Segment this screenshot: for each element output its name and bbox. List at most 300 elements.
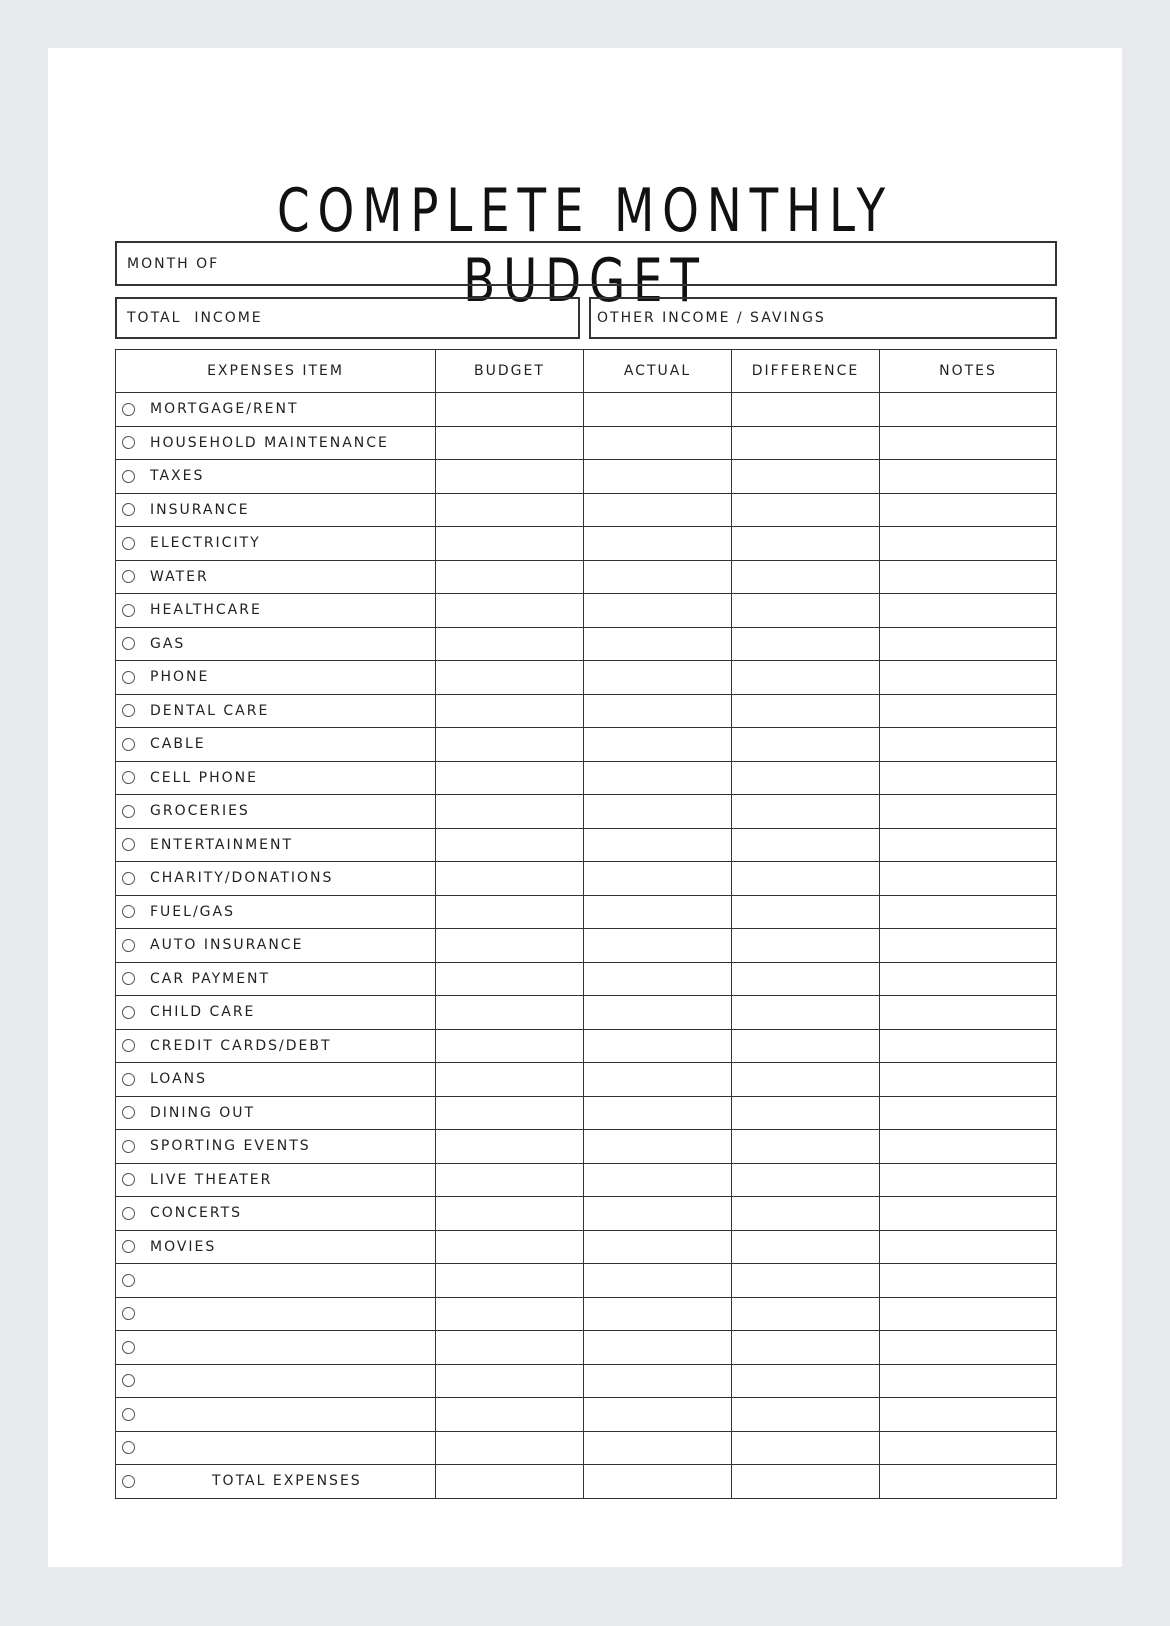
notes-cell[interactable] bbox=[880, 1331, 1057, 1365]
expense-item bbox=[116, 628, 435, 661]
checkbox-circle-icon[interactable] bbox=[122, 1307, 135, 1320]
expense-item-label: INSURANCE bbox=[150, 501, 250, 518]
expense-item bbox=[116, 1164, 435, 1197]
checkbox-circle-icon[interactable] bbox=[122, 436, 135, 449]
budget-cell[interactable] bbox=[436, 560, 584, 594]
expense-item-label: LOANS bbox=[150, 1071, 208, 1088]
expense-item bbox=[116, 427, 435, 460]
budget-cell[interactable] bbox=[436, 1364, 584, 1398]
other-income-label: OTHER INCOME / SAVINGS bbox=[597, 310, 826, 326]
actual-cell[interactable] bbox=[584, 694, 732, 728]
checkbox-circle-icon[interactable] bbox=[122, 537, 135, 550]
expense-item-label: TAXES bbox=[150, 468, 205, 485]
difference-cell[interactable] bbox=[732, 895, 880, 929]
expense-item bbox=[116, 795, 435, 828]
budget-cell[interactable] bbox=[436, 862, 584, 896]
checkbox-circle-icon[interactable] bbox=[122, 1274, 135, 1287]
table-row bbox=[116, 1230, 1057, 1264]
expense-item-cell bbox=[116, 661, 436, 695]
difference-cell[interactable] bbox=[732, 1063, 880, 1097]
expense-item-cell bbox=[116, 862, 436, 896]
notes-cell[interactable] bbox=[880, 694, 1057, 728]
expense-item-cell bbox=[116, 895, 436, 929]
budget-cell[interactable] bbox=[436, 1431, 584, 1465]
table-row bbox=[116, 1130, 1057, 1164]
actual-cell[interactable] bbox=[584, 962, 732, 996]
expense-item bbox=[116, 661, 435, 694]
notes-cell[interactable] bbox=[880, 1029, 1057, 1063]
actual-cell[interactable] bbox=[584, 1197, 732, 1231]
difference-cell[interactable] bbox=[732, 493, 880, 527]
difference-cell[interactable] bbox=[732, 1264, 880, 1298]
checkbox-circle-icon[interactable] bbox=[122, 738, 135, 751]
checkbox-circle-icon[interactable] bbox=[122, 872, 135, 885]
expense-item-label: PHONE bbox=[150, 669, 210, 686]
expense-item bbox=[116, 393, 435, 426]
expense-item bbox=[116, 896, 435, 929]
difference-cell[interactable] bbox=[732, 1163, 880, 1197]
difference-cell[interactable] bbox=[732, 962, 880, 996]
actual-cell[interactable] bbox=[584, 460, 732, 494]
expense-item-label: ENTERTAINMENT bbox=[150, 836, 294, 853]
budget-cell[interactable] bbox=[436, 1230, 584, 1264]
table-row bbox=[116, 996, 1057, 1030]
expense-item-label: HOUSEHOLD MAINTENANCE bbox=[150, 434, 389, 451]
expense-item-label: CONCERTS bbox=[150, 1205, 243, 1222]
table-row bbox=[116, 627, 1057, 661]
expense-item bbox=[116, 1030, 435, 1063]
table-row bbox=[116, 929, 1057, 963]
table-row bbox=[116, 393, 1057, 427]
table-row bbox=[116, 594, 1057, 628]
table-row bbox=[116, 493, 1057, 527]
expense-item-cell bbox=[116, 1331, 436, 1365]
difference-cell[interactable] bbox=[732, 1331, 880, 1365]
notes-cell[interactable] bbox=[880, 728, 1057, 762]
actual-cell[interactable] bbox=[584, 594, 732, 628]
actual-cell[interactable] bbox=[584, 828, 732, 862]
expense-item-cell bbox=[116, 795, 436, 829]
expense-item-label: HEALTHCARE bbox=[150, 602, 262, 619]
expense-item bbox=[116, 1097, 435, 1130]
checkbox-circle-icon[interactable] bbox=[122, 1073, 135, 1086]
total-expenses-label: TOTAL EXPENSES bbox=[212, 1473, 362, 1490]
table-row bbox=[116, 862, 1057, 896]
difference-cell[interactable] bbox=[732, 393, 880, 427]
expense-item-cell bbox=[116, 1063, 436, 1097]
checkbox-circle-icon[interactable] bbox=[122, 1140, 135, 1153]
notes-cell[interactable] bbox=[880, 493, 1057, 527]
checkbox-circle-icon[interactable] bbox=[122, 570, 135, 583]
page-title: COMPLETE MONTHLY BUDGET bbox=[276, 176, 894, 316]
notes-cell[interactable] bbox=[880, 1130, 1057, 1164]
difference-cell[interactable] bbox=[732, 1431, 880, 1465]
checkbox-circle-icon[interactable] bbox=[122, 838, 135, 851]
checkbox-circle-icon[interactable] bbox=[122, 1173, 135, 1186]
budget-cell[interactable] bbox=[436, 426, 584, 460]
budget-cell[interactable] bbox=[436, 1029, 584, 1063]
expense-item bbox=[116, 929, 435, 962]
difference-cell[interactable] bbox=[732, 1197, 880, 1231]
table-row bbox=[116, 426, 1057, 460]
notes-cell[interactable] bbox=[880, 1297, 1057, 1331]
actual-cell[interactable] bbox=[584, 1163, 732, 1197]
expense-item-cell bbox=[116, 1230, 436, 1264]
table-row bbox=[116, 560, 1057, 594]
budget-cell[interactable] bbox=[436, 929, 584, 963]
expense-item-label: CHARITY/DONATIONS bbox=[150, 870, 334, 887]
expense-item-label: GROCERIES bbox=[150, 803, 250, 820]
difference-cell[interactable] bbox=[732, 661, 880, 695]
budget-cell[interactable] bbox=[436, 1398, 584, 1432]
expense-item-cell bbox=[116, 996, 436, 1030]
budget-cell[interactable] bbox=[436, 694, 584, 728]
difference-cell[interactable] bbox=[732, 828, 880, 862]
budget-cell[interactable] bbox=[436, 527, 584, 561]
notes-cell[interactable] bbox=[880, 1063, 1057, 1097]
difference-cell[interactable] bbox=[732, 795, 880, 829]
expense-item-cell bbox=[116, 1130, 436, 1164]
table-row bbox=[116, 1163, 1057, 1197]
expense-item-cell bbox=[116, 1364, 436, 1398]
difference-cell[interactable] bbox=[732, 1130, 880, 1164]
checkbox-circle-icon[interactable] bbox=[122, 637, 135, 650]
budget-cell[interactable] bbox=[436, 1465, 584, 1499]
checkbox-circle-icon[interactable] bbox=[122, 939, 135, 952]
expense-item-label: ELECTRICITY bbox=[150, 535, 261, 552]
actual-cell[interactable] bbox=[584, 1297, 732, 1331]
expense-item-cell bbox=[116, 426, 436, 460]
checkbox-circle-icon[interactable] bbox=[122, 604, 135, 617]
expense-item bbox=[116, 561, 435, 594]
actual-cell[interactable] bbox=[584, 627, 732, 661]
checkbox-circle-icon[interactable] bbox=[122, 1374, 135, 1387]
actual-cell[interactable] bbox=[584, 560, 732, 594]
budget-cell[interactable] bbox=[436, 728, 584, 762]
difference-cell[interactable] bbox=[732, 627, 880, 661]
expense-item bbox=[116, 1130, 435, 1163]
expense-item-label: MOVIES bbox=[150, 1238, 217, 1255]
expense-item bbox=[116, 1264, 435, 1297]
budget-cell[interactable] bbox=[436, 393, 584, 427]
expense-item-label: AUTO INSURANCE bbox=[150, 937, 304, 954]
table-row bbox=[116, 527, 1057, 561]
difference-cell[interactable] bbox=[732, 560, 880, 594]
notes-cell[interactable] bbox=[880, 1163, 1057, 1197]
actual-cell[interactable] bbox=[584, 929, 732, 963]
expense-item-cell bbox=[116, 929, 436, 963]
table-row bbox=[116, 1197, 1057, 1231]
notes-cell[interactable] bbox=[880, 426, 1057, 460]
actual-cell[interactable] bbox=[584, 1063, 732, 1097]
budget-cell[interactable] bbox=[436, 1264, 584, 1298]
budget-cell[interactable] bbox=[436, 1297, 584, 1331]
expense-item bbox=[116, 1365, 435, 1398]
budget-cell[interactable] bbox=[436, 1331, 584, 1365]
table-row bbox=[116, 1431, 1057, 1465]
notes-cell[interactable] bbox=[880, 1197, 1057, 1231]
expense-item-cell bbox=[116, 962, 436, 996]
budget-cell[interactable] bbox=[436, 962, 584, 996]
expense-item bbox=[116, 1197, 435, 1230]
budget-cell[interactable] bbox=[436, 1063, 584, 1097]
expense-item-label: DINING OUT bbox=[150, 1104, 256, 1121]
expense-item bbox=[116, 594, 435, 627]
expense-item-cell bbox=[116, 1163, 436, 1197]
table-row bbox=[116, 728, 1057, 762]
checkbox-circle-icon[interactable] bbox=[122, 671, 135, 684]
table-row bbox=[116, 1264, 1057, 1298]
actual-cell[interactable] bbox=[584, 1465, 732, 1499]
checkbox-circle-icon[interactable] bbox=[122, 1408, 135, 1421]
budget-cell[interactable] bbox=[436, 1197, 584, 1231]
expense-item bbox=[116, 527, 435, 560]
expense-item-cell bbox=[116, 493, 436, 527]
expense-item-cell bbox=[116, 728, 436, 762]
other-income-field[interactable] bbox=[589, 297, 1057, 339]
notes-cell[interactable] bbox=[880, 929, 1057, 963]
expense-item-cell bbox=[116, 1096, 436, 1130]
checkbox-circle-icon[interactable] bbox=[122, 972, 135, 985]
difference-cell[interactable] bbox=[732, 594, 880, 628]
expense-item-cell bbox=[116, 594, 436, 628]
checkbox-circle-icon[interactable] bbox=[122, 704, 135, 717]
actual-cell[interactable] bbox=[584, 761, 732, 795]
actual-cell[interactable] bbox=[584, 795, 732, 829]
notes-cell[interactable] bbox=[880, 761, 1057, 795]
notes-cell[interactable] bbox=[880, 795, 1057, 829]
expense-item bbox=[116, 1465, 435, 1498]
difference-cell[interactable] bbox=[732, 426, 880, 460]
actual-cell[interactable] bbox=[584, 1264, 732, 1298]
checkbox-circle-icon[interactable] bbox=[122, 1341, 135, 1354]
expense-item-label: CABLE bbox=[150, 736, 206, 753]
table-row bbox=[116, 460, 1057, 494]
difference-cell[interactable] bbox=[732, 1364, 880, 1398]
notes-cell[interactable] bbox=[880, 895, 1057, 929]
table-row bbox=[116, 795, 1057, 829]
expense-item bbox=[116, 963, 435, 996]
budget-cell[interactable] bbox=[436, 828, 584, 862]
budget-cell[interactable] bbox=[436, 761, 584, 795]
actual-cell[interactable] bbox=[584, 862, 732, 896]
checkbox-circle-icon[interactable] bbox=[122, 1207, 135, 1220]
expense-item-label: GAS bbox=[150, 635, 186, 652]
notes-cell[interactable] bbox=[880, 460, 1057, 494]
notes-cell[interactable] bbox=[880, 1431, 1057, 1465]
expense-item-cell bbox=[116, 560, 436, 594]
expense-item-cell bbox=[116, 627, 436, 661]
difference-cell[interactable] bbox=[732, 1297, 880, 1331]
budget-cell[interactable] bbox=[436, 460, 584, 494]
budget-cell[interactable] bbox=[436, 996, 584, 1030]
month-of-label: MONTH OF bbox=[127, 255, 220, 272]
checkbox-circle-icon[interactable] bbox=[122, 1039, 135, 1052]
notes-cell[interactable] bbox=[880, 1398, 1057, 1432]
budget-cell[interactable] bbox=[436, 795, 584, 829]
expense-item bbox=[116, 728, 435, 761]
actual-cell[interactable] bbox=[584, 426, 732, 460]
expense-item-label: SPORTING EVENTS bbox=[150, 1138, 311, 1155]
expense-item bbox=[116, 695, 435, 728]
checkbox-circle-icon[interactable] bbox=[122, 771, 135, 784]
actual-cell[interactable] bbox=[584, 493, 732, 527]
actual-cell[interactable] bbox=[584, 1029, 732, 1063]
notes-cell[interactable] bbox=[880, 1264, 1057, 1298]
notes-cell[interactable] bbox=[880, 627, 1057, 661]
expense-item-cell bbox=[116, 1465, 436, 1499]
checkbox-circle-icon[interactable] bbox=[122, 1006, 135, 1019]
total-income-label: TOTAL INCOME bbox=[127, 310, 263, 326]
expense-item-label: CAR PAYMENT bbox=[150, 970, 271, 987]
actual-cell[interactable] bbox=[584, 1364, 732, 1398]
expense-item-label: WATER bbox=[150, 568, 209, 585]
total-income-field[interactable] bbox=[115, 297, 580, 339]
actual-cell[interactable] bbox=[584, 393, 732, 427]
table-row bbox=[116, 828, 1057, 862]
notes-cell[interactable] bbox=[880, 1364, 1057, 1398]
difference-cell[interactable] bbox=[732, 1230, 880, 1264]
table-row bbox=[116, 1331, 1057, 1365]
header-difference: DIFFERENCE bbox=[732, 350, 880, 393]
checkbox-circle-icon[interactable] bbox=[122, 1240, 135, 1253]
expense-item-label: LIVE THEATER bbox=[150, 1171, 273, 1188]
actual-cell[interactable] bbox=[584, 1431, 732, 1465]
notes-cell[interactable] bbox=[880, 1465, 1057, 1499]
expense-item bbox=[116, 1331, 435, 1364]
expense-item-cell bbox=[116, 527, 436, 561]
budget-cell[interactable] bbox=[436, 1163, 584, 1197]
actual-cell[interactable] bbox=[584, 1096, 732, 1130]
header-expenses-item: EXPENSES ITEM bbox=[116, 350, 436, 393]
actual-cell[interactable] bbox=[584, 661, 732, 695]
expense-item bbox=[116, 996, 435, 1029]
checkbox-circle-icon[interactable] bbox=[122, 503, 135, 516]
expense-item-label: CHILD CARE bbox=[150, 1004, 256, 1021]
notes-cell[interactable] bbox=[880, 560, 1057, 594]
table-header-row bbox=[116, 350, 1057, 393]
expense-item-cell bbox=[116, 761, 436, 795]
difference-cell[interactable] bbox=[732, 527, 880, 561]
actual-cell[interactable] bbox=[584, 1331, 732, 1365]
checkbox-circle-icon[interactable] bbox=[122, 470, 135, 483]
table-row bbox=[116, 1297, 1057, 1331]
expense-item-cell bbox=[116, 1029, 436, 1063]
notes-cell[interactable] bbox=[880, 828, 1057, 862]
total-expenses-row bbox=[116, 1465, 1057, 1499]
checkbox-circle-icon[interactable] bbox=[122, 905, 135, 918]
month-of-field[interactable] bbox=[115, 241, 1057, 286]
actual-cell[interactable] bbox=[584, 996, 732, 1030]
difference-cell[interactable] bbox=[732, 761, 880, 795]
table-row bbox=[116, 661, 1057, 695]
expense-item bbox=[116, 494, 435, 527]
notes-cell[interactable] bbox=[880, 393, 1057, 427]
notes-cell[interactable] bbox=[880, 1230, 1057, 1264]
expense-item bbox=[116, 1398, 435, 1431]
actual-cell[interactable] bbox=[584, 1230, 732, 1264]
budget-cell[interactable] bbox=[436, 493, 584, 527]
expense-item bbox=[116, 1063, 435, 1096]
actual-cell[interactable] bbox=[584, 728, 732, 762]
expense-item bbox=[116, 862, 435, 895]
difference-cell[interactable] bbox=[732, 460, 880, 494]
budget-cell[interactable] bbox=[436, 627, 584, 661]
notes-cell[interactable] bbox=[880, 661, 1057, 695]
budget-table bbox=[115, 349, 1057, 1499]
table-row bbox=[116, 1398, 1057, 1432]
notes-cell[interactable] bbox=[880, 527, 1057, 561]
difference-cell[interactable] bbox=[732, 1029, 880, 1063]
table-row bbox=[116, 1029, 1057, 1063]
header-budget: BUDGET bbox=[436, 350, 584, 393]
actual-cell[interactable] bbox=[584, 895, 732, 929]
budget-cell[interactable] bbox=[436, 895, 584, 929]
expense-item bbox=[116, 762, 435, 795]
actual-cell[interactable] bbox=[584, 1130, 732, 1164]
notes-cell[interactable] bbox=[880, 962, 1057, 996]
expense-item-cell bbox=[116, 1197, 436, 1231]
table-row bbox=[116, 1096, 1057, 1130]
checkbox-circle-icon[interactable] bbox=[122, 1441, 135, 1454]
table-row bbox=[116, 761, 1057, 795]
budget-cell[interactable] bbox=[436, 594, 584, 628]
header-actual: ACTUAL bbox=[584, 350, 732, 393]
notes-cell[interactable] bbox=[880, 594, 1057, 628]
expense-item-cell bbox=[116, 1297, 436, 1331]
notes-cell[interactable] bbox=[880, 996, 1057, 1030]
actual-cell[interactable] bbox=[584, 1398, 732, 1432]
expense-item-cell bbox=[116, 1264, 436, 1298]
notes-cell[interactable] bbox=[880, 862, 1057, 896]
expense-item bbox=[116, 1298, 435, 1331]
expense-item-label: MORTGAGE/RENT bbox=[150, 401, 299, 418]
budget-cell[interactable] bbox=[436, 1096, 584, 1130]
expense-item-cell bbox=[116, 828, 436, 862]
difference-cell[interactable] bbox=[732, 996, 880, 1030]
difference-cell[interactable] bbox=[732, 1465, 880, 1499]
budget-cell[interactable] bbox=[436, 661, 584, 695]
expense-item bbox=[116, 1432, 435, 1465]
difference-cell[interactable] bbox=[732, 1096, 880, 1130]
table-row bbox=[116, 694, 1057, 728]
checkbox-circle-icon[interactable] bbox=[122, 403, 135, 416]
expense-item-cell bbox=[116, 694, 436, 728]
header-notes: NOTES bbox=[880, 350, 1057, 393]
notes-cell[interactable] bbox=[880, 1096, 1057, 1130]
expense-item bbox=[116, 829, 435, 862]
checkbox-circle-icon[interactable] bbox=[122, 1475, 135, 1488]
difference-cell[interactable] bbox=[732, 728, 880, 762]
difference-cell[interactable] bbox=[732, 929, 880, 963]
table-row bbox=[116, 895, 1057, 929]
checkbox-circle-icon[interactable] bbox=[122, 1106, 135, 1119]
expense-item-cell bbox=[116, 393, 436, 427]
expense-item-cell bbox=[116, 1398, 436, 1432]
difference-cell[interactable] bbox=[732, 862, 880, 896]
budget-cell[interactable] bbox=[436, 1130, 584, 1164]
difference-cell[interactable] bbox=[732, 694, 880, 728]
difference-cell[interactable] bbox=[732, 1398, 880, 1432]
expense-item bbox=[116, 1231, 435, 1264]
table-row bbox=[116, 1364, 1057, 1398]
expense-item-label: DENTAL CARE bbox=[150, 702, 270, 719]
expense-item-label: CELL PHONE bbox=[150, 769, 258, 786]
checkbox-circle-icon[interactable] bbox=[122, 805, 135, 818]
actual-cell[interactable] bbox=[584, 527, 732, 561]
table-row bbox=[116, 1063, 1057, 1097]
expense-item-label: CREDIT CARDS/DEBT bbox=[150, 1037, 332, 1054]
